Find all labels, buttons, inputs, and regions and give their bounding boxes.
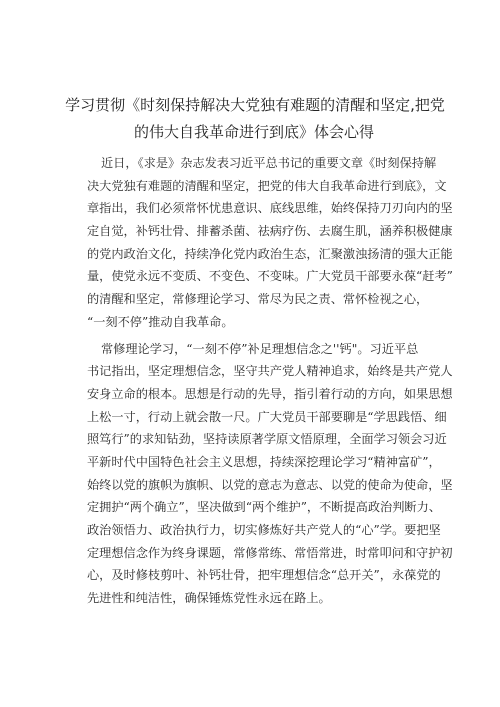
paragraph-1 [87,152,453,334]
text-line: 心，及时修枝剪叶、补钙壮骨，把牢理想信念“总开关”，永葆党的 [87,568,441,583]
text-line: 决大党独有难题的清醒和坚定，把党的伟大自我革命进行到底》，文 [87,178,447,193]
paragraph-2 [87,338,453,610]
title-line: 学习贯彻《时刻保持解决大党独有难题的清醒和坚定,把党 [65,96,445,114]
text-line: 始终以党的旗帜为旗帜、以党的意志为意志、以党的使命为使命，坚 [87,477,453,492]
text-line: 政治领悟力、政治执行力，切实修炼好共产党人的“心”学。要把坚 [87,523,441,537]
document-body [87,152,453,610]
text-line: 照笃行”的求知钻劲，坚持读原著学原文悟原理，全面学习领会习近 [87,432,447,447]
document-title [0,92,500,146]
text-line: 书记指出，坚定理想信念，坚守共产党人精神追求，始终是共产党人 [87,364,453,379]
text-line: 常修理论学习，“一刻不停”补足理想信念之''钙"。习近平总 [101,341,419,356]
text-line: 定理想信念作为终身课题，常修常练、常悟常进，时常叩问和守护初 [87,545,453,560]
text-line: 章指出，我们必须常怀忧患意识、底线思维，始终保持刀刃向内的坚 [87,201,453,216]
text-line: “一刻不停”推动自我革命。 [87,314,234,329]
text-line: 的党内政治文化，持续净化党内政治生态，汇聚激浊扬清的强大正能 [87,246,453,261]
text-line: 定自觉，补钙壮骨、排蓄杀菌、祛病疗伤、去腐生肌，涵养积极健康 [87,224,453,239]
text-line: 平新时代中国特色社会主义思想，持续深挖理论学习“精神富矿”， [87,454,441,469]
text-line: 上松一寸，行动上就会散一尺。广大党员干部要聊是“学思践悟、细 [87,409,447,424]
text-line: 的清醒和坚定，常修理论学习、常尽为民之责、常怀检视之心， [87,292,429,307]
text-line: 安身立命的根本。思想是行动的先导，指引着行动的方向，如果思想 [87,386,453,401]
text-line: 先进性和纯洁性，确保锤炼党性永远在路上。 [87,591,331,606]
title-line: 的伟大自我革命进行到底》体会心得 [133,123,374,141]
text-line: 近日，《求是》杂志发表习近平总书记的重要文章《时刻保持解 [101,156,437,170]
text-line: 定拥护“两个确立”，坚决做到“两个维护”，不断提高政治判断力、 [87,500,441,515]
text-line: 量，使党永远不变质、不变色、不变味。广大党员干部要永葆“赶考” [87,269,453,284]
